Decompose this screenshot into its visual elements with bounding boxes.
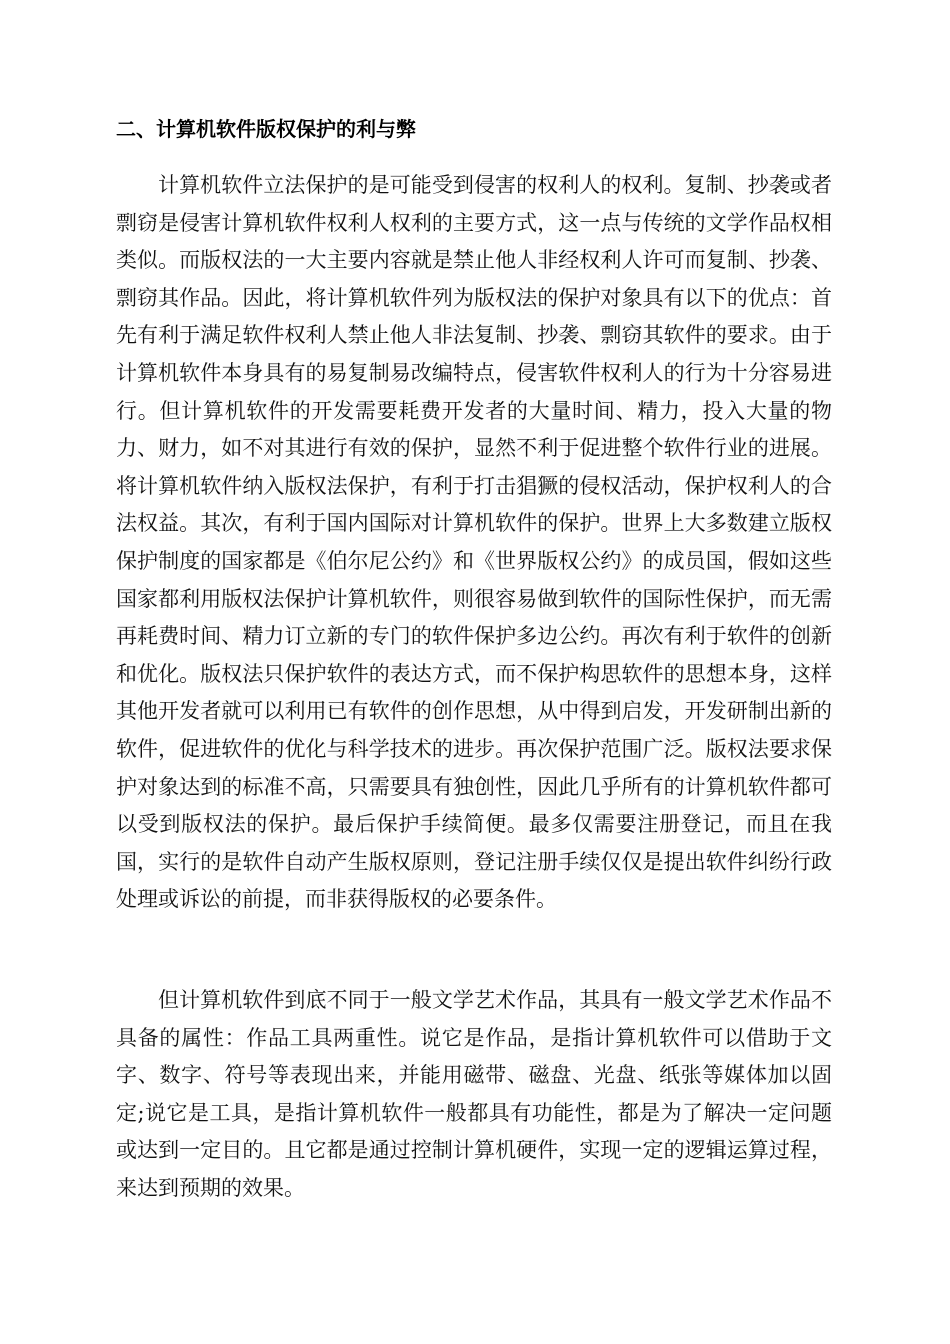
body-paragraph-1: 计算机软件立法保护的是可能受到侵害的权利人的权利。复制、抄袭或者剽窃是侵害计算机软件权利人权利的主要方式，这一点与传统的文学作品权相类似。而版权法的一大主要内容就是禁止他人非经权利人许可而复制、抄袭、剽窃其作品。因此，将计算机软件列为版权法的保护对象具有以下的优点：首先有利于满足软件权利人禁止他人非法复制、抄袭、剽窃其软件的要求。由于计算机软件本身具有的易复制易改编特点，侵害软件权利人的行为十分容易进行。但计算机软件的开发需要耗费开发者的大量时间、精力，投入大量的物力、财力，如不对其进行有效的保护，显然不利于促进整个软件行业的进展。将计算机软件纳入版权法保护，有利于打击猖獗的侵权活动，保护权利人的合法权益。其次，有利于国内国际对计算机软件的保护。世界上大多数建立版权保护制度的国家都是《伯尔尼公约》和《世界版权公约》的成员国，假如这些国家都利用版权法保护计算机软件，则很容易做到软件的国际性保护，而无需再耗费时间、精力订立新的专门的软件保护多边公约。再次有利于软件的创新和优化。版权法只保护软件的表达方式，而不保护构思软件的思想本身，这样其他开发者就可以利用已有软件的创作思想，从中得到启发，开发研制出新的软件，促进软件的优化与科学技术的进步。再次保护范围广泛。版权法要求保护对象达到的标准不高，只需要具有独创性，因此几乎所有的计算机软件都可以受到版权法的保护。最后保护手续简便。最多仅需要注册登记，而且在我国，实行的是软件自动产生版权原则，登记注册手续仅仅是提出软件纠纷行政处理或诉讼的前提，而非获得版权的必要条件。 [116,173,832,912]
section-heading: 二、计算机软件版权保护的利与弊 [116,117,416,141]
body-paragraph-2: 但计算机软件到底不同于一般文学艺术作品，其具有一般文学艺术作品不具备的属性：作品工具两重性。说它是作品，是指计算机软件可以借助于文字、数字、符号等表现出来，并能用磁带、磁盘、光盘、纸张等媒体加以固定;说它是工具，是指计算机软件一般都具有功能性，都是为了解决一定问题或达到一定目的。且它都是通过控制计算机硬件，实现一定的逻辑运算过程，来达到预期的效果。 [116,988,832,1200]
